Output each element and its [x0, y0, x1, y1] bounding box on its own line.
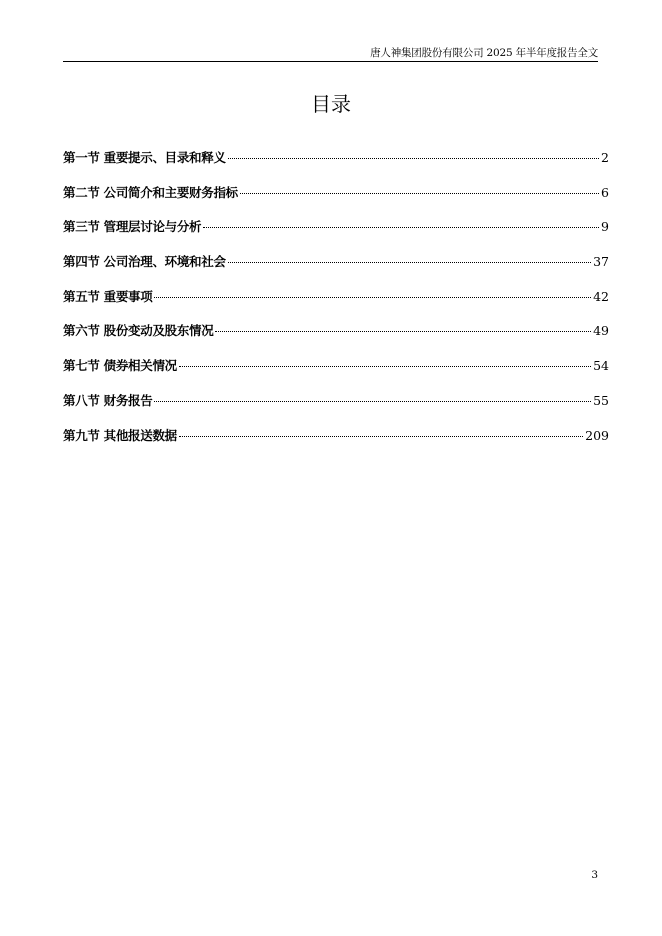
toc-entry-section-9[interactable] — [63, 428, 609, 463]
table-of-contents — [63, 150, 609, 462]
toc-entry-label: 第一节 重要提示、目录和释义 — [63, 150, 226, 165]
toc-entry-page: 37 — [593, 254, 609, 270]
toc-title: 目录 — [311, 92, 351, 116]
toc-entry-label: 第三节 管理层讨论与分析 — [63, 219, 202, 235]
toc-entry-label: 第九节 其他报送数据 — [63, 427, 177, 443]
toc-entry-page: 54 — [593, 358, 609, 374]
toc-entry-page: 55 — [593, 392, 609, 408]
dot-leader — [228, 158, 599, 159]
dot-leader — [179, 366, 591, 367]
dot-leader — [228, 262, 591, 263]
dot-leader — [215, 331, 591, 332]
dot-leader — [179, 436, 583, 437]
header-divider — [63, 61, 598, 62]
running-header: 唐人神集团股份有限公司 2025 年半年度报告全文 — [370, 47, 598, 59]
toc-entry-section-3[interactable] — [63, 219, 609, 254]
dot-leader — [240, 193, 599, 194]
toc-entry-section-5[interactable] — [63, 289, 609, 324]
toc-entry-label: 第二节 公司简介和主要财务指标 — [63, 184, 238, 200]
toc-entry-label: 第七节 债券相关情况 — [63, 358, 177, 374]
toc-entry-page: 2 — [601, 150, 609, 165]
toc-entry-section-8[interactable] — [63, 393, 609, 428]
toc-entry-page: 209 — [585, 427, 609, 443]
toc-entry-label: 第六节 股份变动及股东情况 — [63, 323, 214, 339]
dot-leader — [154, 401, 591, 402]
toc-entry-page: 9 — [601, 219, 609, 235]
toc-entry-section-2[interactable] — [63, 185, 609, 220]
toc-entry-label: 第五节 重要事项 — [63, 288, 153, 304]
toc-entry-label: 第四节 公司治理、环境和社会 — [63, 254, 226, 270]
toc-entry-page: 49 — [593, 323, 609, 339]
dot-leader — [154, 297, 591, 298]
toc-entry-label: 第八节 财务报告 — [63, 392, 153, 408]
toc-entry-section-7[interactable] — [63, 358, 609, 393]
toc-entry-page: 6 — [601, 184, 609, 200]
dot-leader — [203, 227, 599, 228]
toc-entry-section-1[interactable] — [63, 150, 609, 185]
toc-entry-page: 42 — [593, 288, 609, 304]
page-number: 3 — [591, 869, 598, 881]
toc-entry-section-6[interactable] — [63, 323, 609, 358]
toc-entry-section-4[interactable] — [63, 254, 609, 289]
